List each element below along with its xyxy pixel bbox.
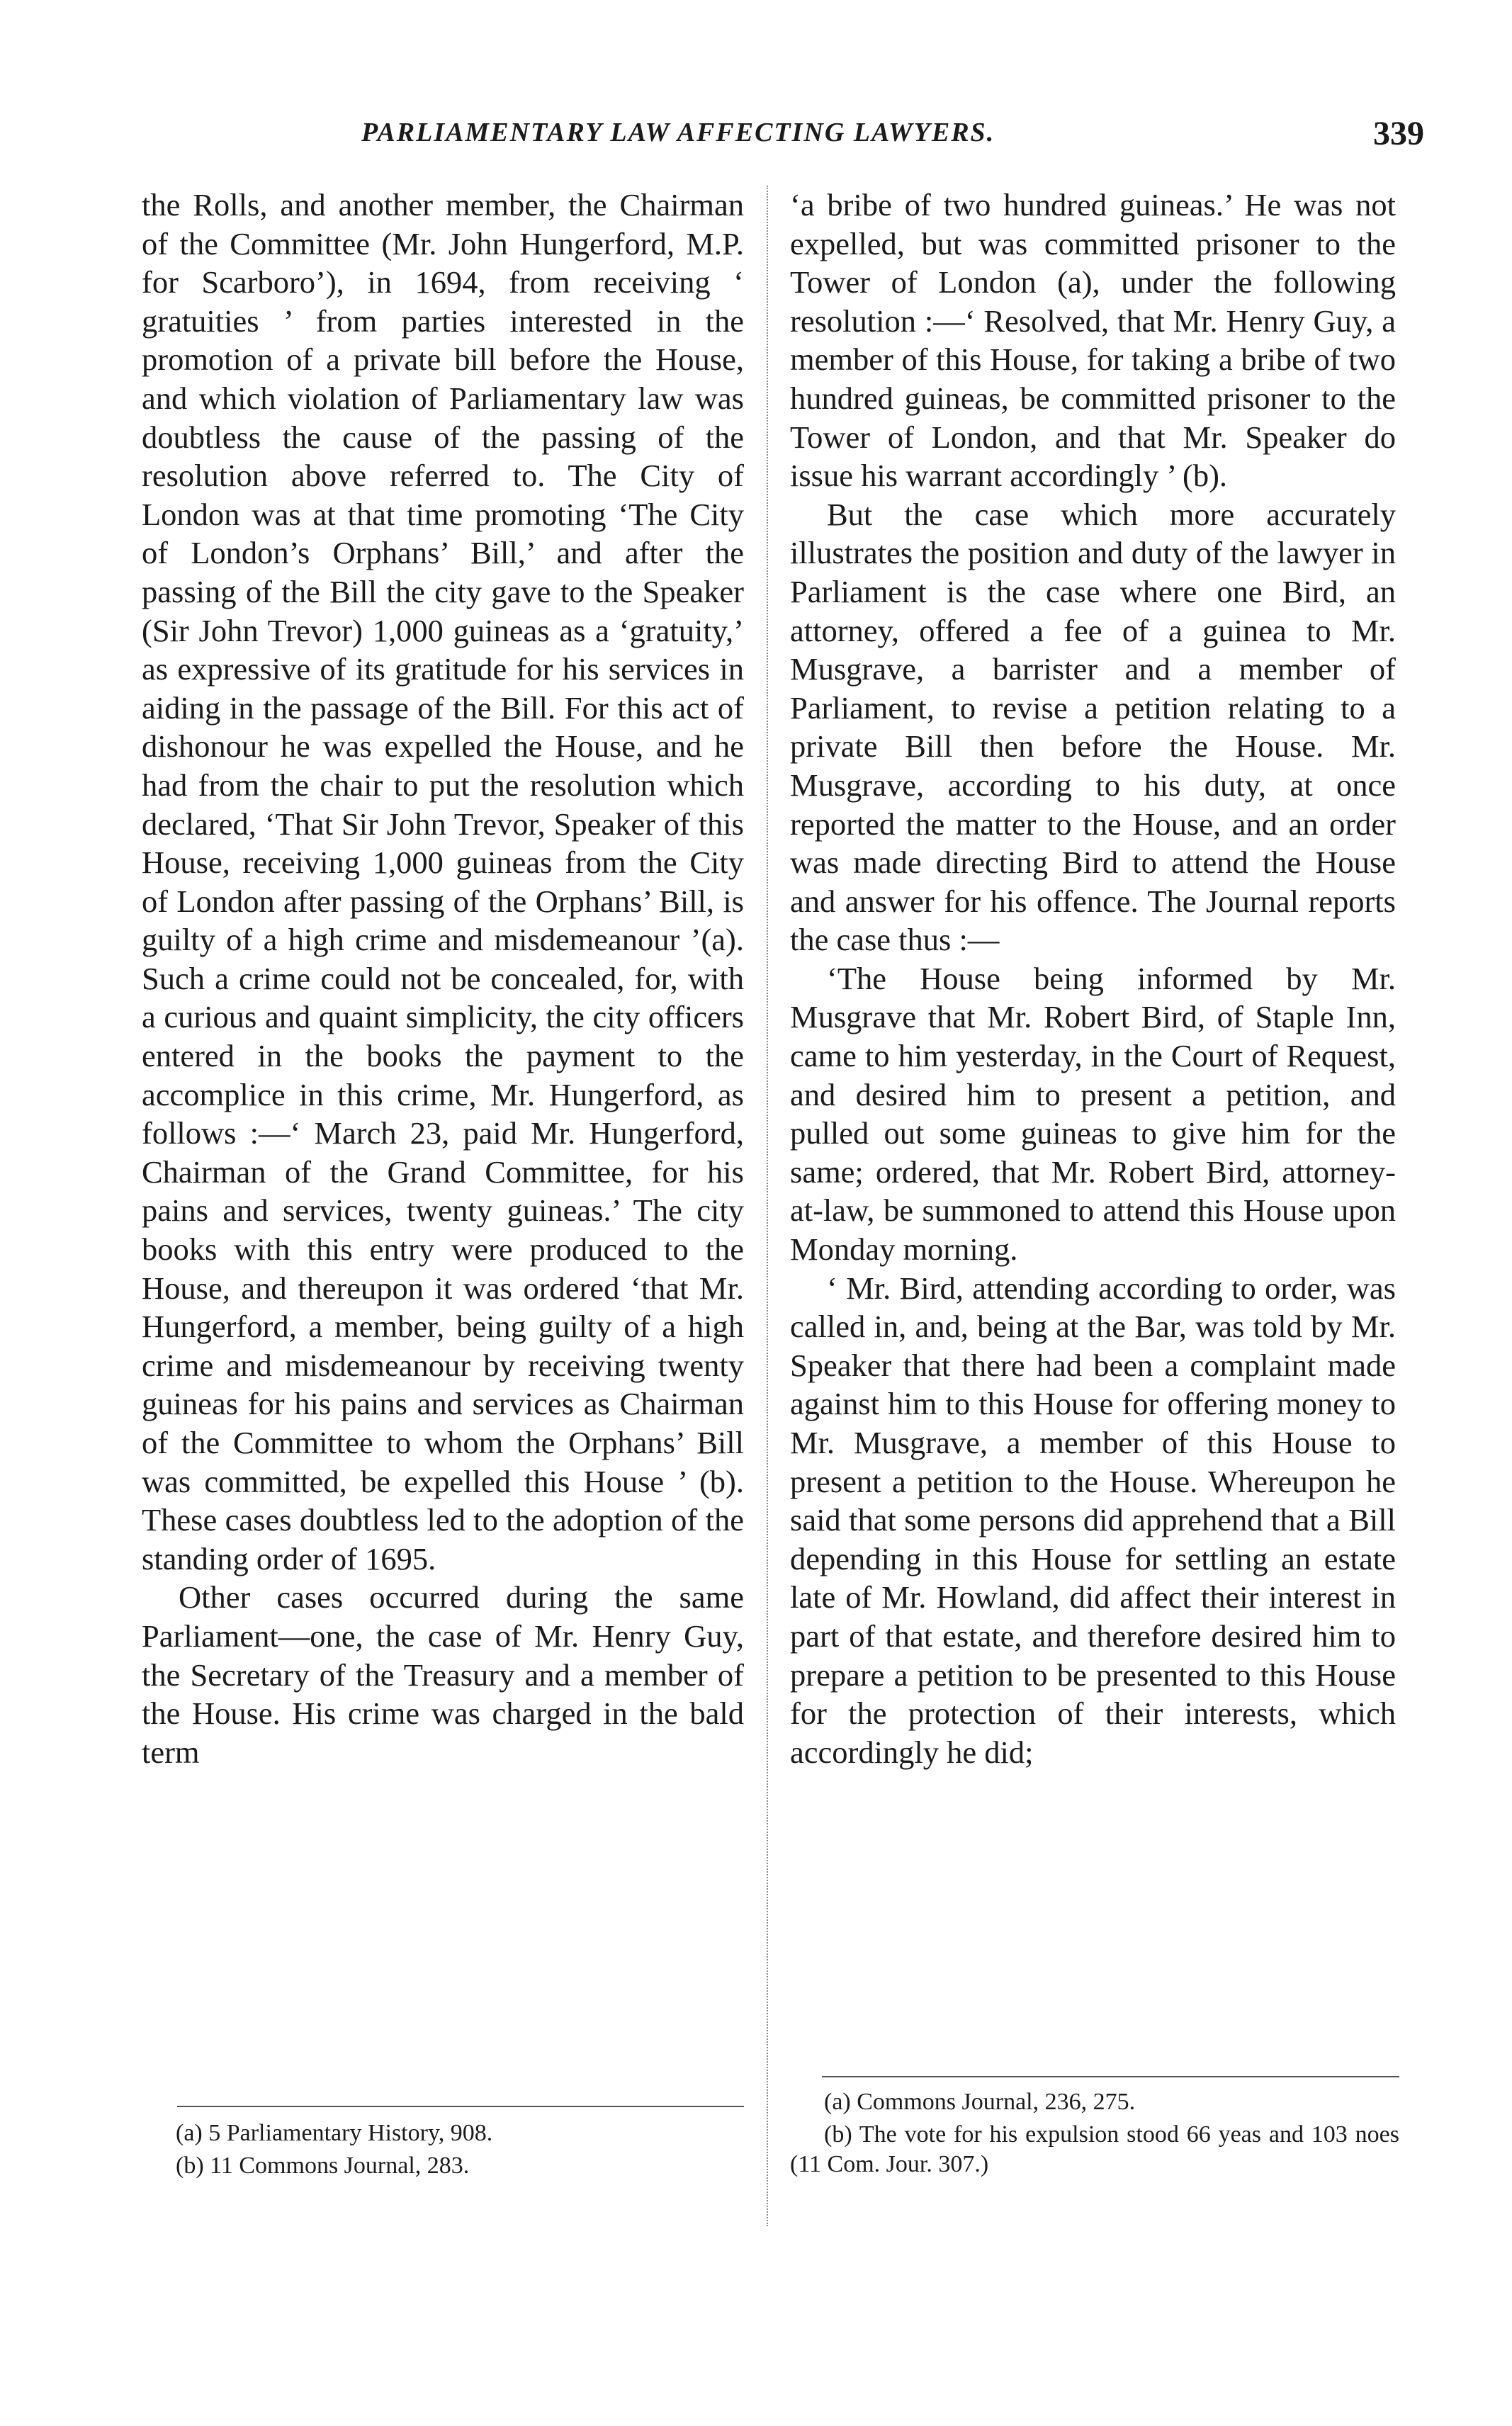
right-column xyxy=(790,186,1396,1771)
page-number: 339 xyxy=(1373,115,1424,152)
right-paragraph-3: ‘The House being informed by Mr. Musgrave that Mr. Robert Bird, of Staple Inn, came to him yesterday, in the Court of Request, and desired him to present a petition, and pulled out some guineas to give him for the same; ordered, that Mr. Robert Bird, attorney-at-law, be summoned to attend this House upon Monday morning. xyxy=(790,960,1396,1268)
footnote-left-a: (a) 5 Parliamentary History, 908. xyxy=(176,2120,493,2146)
left-paragraph-1: the Rolls, and another member, the Chairman of the Committee (Mr. John Hungerford, M.P. for Scarboro’), in 1694, from receiving ‘ gratuities ’ from parties interested in the promotion of a private bill before the House, and which violation of Parliamentary law was doubtless the cause of the passing of the resolution above referred to. The City of London was at that time promoting ‘The City of London’s Orphans’ Bill,’ and after the passing of the Bill the city gave to the Speaker (Sir John Trevor) 1,000 guineas as a ‘gratuity,’ as expressive of its gratitude for his services in aiding in the passage of the Bill. For this act of dishonour he was expelled the House, and he had from the chair to put the resolution which declared, ‘That Sir John Trevor, Speaker of this House, receiving 1,000 guineas from the City of London after passing of the Orphans’ Bill, is guilty of a high crime and misdemeanour ’(a). Such a crime could not be concealed, for, with a curious and quaint simplicity, the city officers entered in the books the payment to the accomplice in this crime, Mr. Hungerford, as follows :—‘ March 23, paid Mr. Hungerford, Chairman of the Grand Committee, for his pains and services, twenty guineas.’ The city books with this entry were produced to the House, and thereupon it was ordered ‘that Mr. Hungerford, a member, being guilty of a high crime and misdemeanour by receiving twenty guineas for his pains and services as Chairman of the Committee to whom the Orphans’ Bill was committed, be expelled this House ’ (b). These cases doubtless led to the adoption of the standing order of 1695. xyxy=(142,187,744,1576)
left-paragraph-2: Other cases occurred during the same Parliament—one, the case of Mr. Henry Guy, the Secretary of the Treasury and a member of the House. His crime was charged in the bald term xyxy=(142,1579,744,1770)
running-head xyxy=(142,117,1445,159)
column-divider xyxy=(767,186,768,2226)
running-title: PARLIAMENTARY LAW AFFECTING LAWYERS. xyxy=(361,118,995,147)
right-paragraph-1: ‘a bribe of two hundred guineas.’ He was not expelled, but was committed prisoner to the Tower of London (a), under the following resolution :—‘ Resolved, that Mr. Henry Guy, a member of this House, for taking a bribe of two hundred guineas, be committed prisoner to the Tower of London, and that Mr. Speaker do issue his warrant accordingly ’ (b). xyxy=(790,187,1396,494)
right-paragraph-4: ‘ Mr. Bird, attending according to order, was called in, and, being at the Bar, was told by Mr. Speaker that there had been a complaint made against him to this House for offering money to Mr. Musgrave, a member of this House to present a petition to the House. Whereupon he said that some persons did apprehend that a Bill depending in this House for settling an estate late of Mr. Howland, did affect their interest in part of that estate, and therefore desired him to prepare a petition to be presented to this House for the protection of their interests, which accordingly he did; xyxy=(790,1270,1396,1770)
footnote-left-b: (b) 11 Commons Journal, 283. xyxy=(176,2153,470,2179)
footnote-rule-right xyxy=(822,2076,1399,2077)
footnote-rule-left xyxy=(177,2106,744,2107)
footnotes-left xyxy=(142,2118,744,2184)
footnotes-right xyxy=(790,2087,1399,2182)
footnote-right-b: (b) The vote for his expulsion stood 66 yeas and 103 noes (11 Com. Jour. 307.) xyxy=(790,2121,1399,2177)
footnote-right-a: (a) Commons Journal, 236, 275. xyxy=(824,2089,1136,2115)
right-paragraph-2: But the case which more accurately illustrates the position and duty of the lawyer in Parliament is the case where one Bird, an attorney, offered a fee of a guinea to Mr. Musgrave, a barrister and a member of Parliament, to revise a petition relating to a private Bill then before the House. Mr. Musgrave, according to his duty, at once reported the matter to the House, and an order was made directing Bird to attend the House and answer for his offence. The Journal reports the case thus :— xyxy=(790,496,1396,958)
left-column xyxy=(142,186,744,1771)
